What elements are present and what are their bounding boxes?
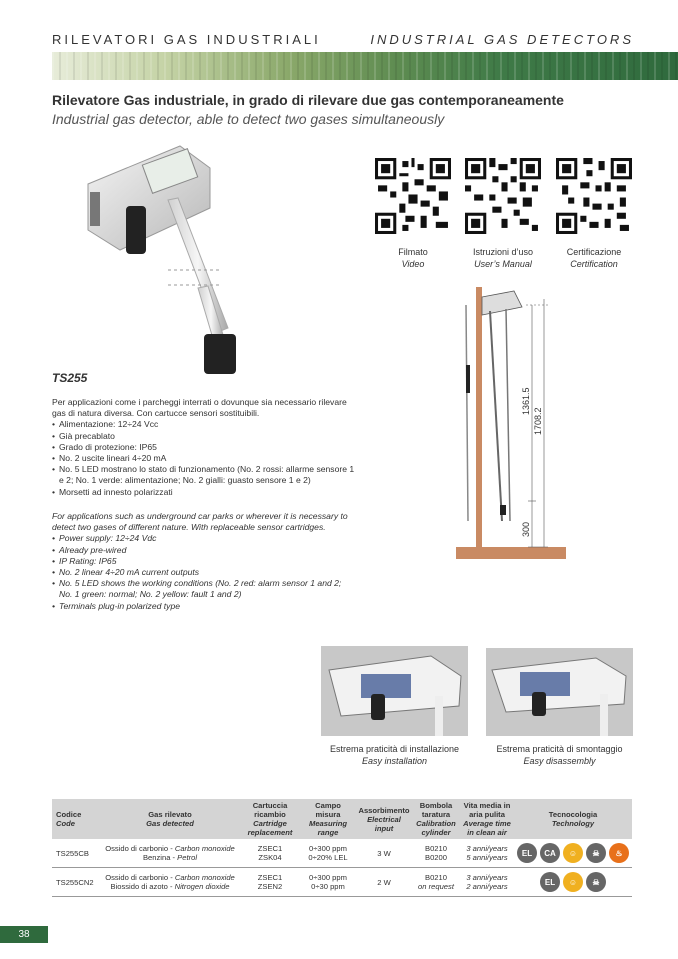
dimension-300: 300 — [521, 521, 531, 537]
product-title: Rilevatore Gas industriale, in grado di rilevare due gas contemporaneamente — [52, 92, 564, 108]
cell-technology — [514, 839, 632, 868]
cell-cylinder: B0210 B0200 — [412, 839, 460, 868]
description-en-bullet: • No. 5 LED shows the working conditions (No. 2 red: alarm sensor 1 and 2; No. 1 green: normal; No. 2 yellow: fault 1 and 2) — [52, 578, 357, 600]
description-en-bullet: • Already pre-wired — [52, 545, 357, 556]
cell-gas: Ossido di carbonio - Carbon monoxide Benzina - Petrol — [100, 839, 240, 868]
description-it-bullet: • Morsetti ad innesto polarizzati — [52, 487, 357, 498]
qr-code-certification[interactable] — [556, 158, 632, 234]
description-en-bullet: • IP Rating: IP65 — [52, 556, 357, 567]
qr-caption-video-it: Filmato — [398, 247, 428, 257]
description-en-intro: For applications such as underground car parks or wherever it is necessary to detect two gases of different nature. With replaceable sensor cartridges. — [52, 511, 348, 533]
installation-caption — [321, 743, 468, 767]
qr-caption-video-en: Video — [401, 259, 425, 269]
column-input: Assorbimento Electrical input — [356, 799, 412, 839]
smile-icon: ☺ — [563, 872, 583, 892]
column-life: Vita media in aria pulita Average time in clean air — [460, 799, 514, 839]
el-badge-icon: EL — [517, 843, 537, 863]
cell-cartridge: ZSEC1 ZSEN2 — [240, 868, 300, 897]
installation-photo — [321, 646, 468, 736]
description-it-bullet: • No. 2 uscite lineari 4÷20 mA — [52, 453, 357, 464]
cell-cartridge: ZSEC1 ZSK04 — [240, 839, 300, 868]
description-it-bullet: • Già precablato — [52, 431, 357, 442]
description-english — [52, 511, 357, 612]
table-row — [52, 839, 632, 868]
flame-icon: ♨ — [609, 843, 629, 863]
page-number: 38 — [0, 926, 48, 943]
description-en-bullet: • No. 2 linear 4÷20 mA current outputs — [52, 567, 357, 578]
qr-caption-certification-en: Certification — [570, 259, 618, 269]
cell-range: 0÷300 ppm 0÷20% LEL — [300, 839, 356, 868]
header-category-en: INDUSTRIAL GAS DETECTORS — [370, 32, 634, 47]
product-photo — [60, 138, 300, 378]
qr-caption-manual-en: User’s Manual — [474, 259, 532, 269]
cell-code: TS255CB — [52, 839, 100, 868]
specification-table — [52, 799, 632, 897]
cell-input: 3 W — [356, 839, 412, 868]
product-subtitle: Industrial gas detector, able to detect two gases simultaneously — [52, 111, 445, 127]
table-header-row — [52, 799, 632, 839]
header-decorative-band — [52, 52, 678, 80]
smile-icon: ☺ — [563, 843, 583, 863]
disassembly-photo — [486, 648, 633, 736]
cell-life: 3 anni/years 2 anni/years — [460, 868, 514, 897]
cell-input: 2 W — [356, 868, 412, 897]
qr-caption-video — [368, 246, 458, 270]
qr-code-manual[interactable] — [465, 158, 541, 234]
cell-technology — [514, 868, 632, 897]
description-en-bullet: • Power supply: 12÷24 Vdc — [52, 533, 357, 544]
description-italian — [52, 397, 357, 498]
column-technology: Tecnocologia Technology — [514, 799, 632, 839]
cell-gas: Ossido di carbonio - Carbon monoxide Biossido di azoto - Nitrogen dioxide — [100, 868, 240, 897]
column-cartridge: Cartuccia ricambio Cartridge replacement — [240, 799, 300, 839]
dimension-1361: 1361.5 — [521, 387, 531, 415]
description-en-bullet: • Terminals plug-in polarized type — [52, 601, 357, 612]
description-it-bullet: • Grado di protezione: IP65 — [52, 442, 357, 453]
column-code: Codice Code — [52, 799, 100, 839]
skull-icon: ☠ — [586, 843, 606, 863]
skull-icon: ☠ — [586, 872, 606, 892]
model-name: TS255 — [52, 371, 88, 385]
dimension-1708: 1708.2 — [533, 407, 543, 435]
cell-code: TS255CN2 — [52, 868, 100, 897]
column-range: Campo misura Measuring range — [300, 799, 356, 839]
ca-badge-icon: CA — [540, 843, 560, 863]
qr-caption-manual-it: Istruzioni d’uso — [472, 247, 534, 257]
installation-caption-en: Easy installation — [361, 756, 428, 766]
disassembly-caption-en: Easy disassembly — [523, 756, 596, 766]
qr-caption-certification-it: Certificazione — [566, 247, 622, 257]
table-row — [52, 868, 632, 897]
installation-drawing — [440, 285, 580, 570]
disassembly-caption — [486, 743, 633, 767]
disassembly-caption-it: Estrema praticità di smontaggio — [496, 744, 623, 754]
cell-cylinder: B0210 on request — [412, 868, 460, 897]
cell-life: 3 anni/years 5 anni/years — [460, 839, 514, 868]
description-it-bullet: • No. 5 LED mostrano lo stato di funzionamento (No. 2 rossi: allarme sensore 1 e 2; No. 1 verde: alimentazione; No. 2 gialli: guasto sensore 1 e 2) — [52, 464, 357, 486]
qr-caption-manual — [458, 246, 548, 270]
description-it-intro: Per applicazioni come i parcheggi interrati o dovunque sia necessario rilevare gas di natura diversa. Con cartucce sensori sostituibili. — [52, 397, 347, 419]
column-gas: Gas rilevato Gas detected — [100, 799, 240, 839]
qr-code-video[interactable] — [375, 158, 451, 234]
cell-range: 0÷300 ppm 0÷30 ppm — [300, 868, 356, 897]
column-cylinder: Bombola taratura Calibration cylinder — [412, 799, 460, 839]
installation-caption-it: Estrema praticità di installazione — [329, 744, 460, 754]
description-it-bullet: • Alimentazione: 12÷24 Vcc — [52, 419, 357, 430]
el-badge-icon: EL — [540, 872, 560, 892]
header-category-it: RILEVATORI GAS INDUSTRIALI — [52, 32, 321, 47]
qr-caption-certification — [549, 246, 639, 270]
